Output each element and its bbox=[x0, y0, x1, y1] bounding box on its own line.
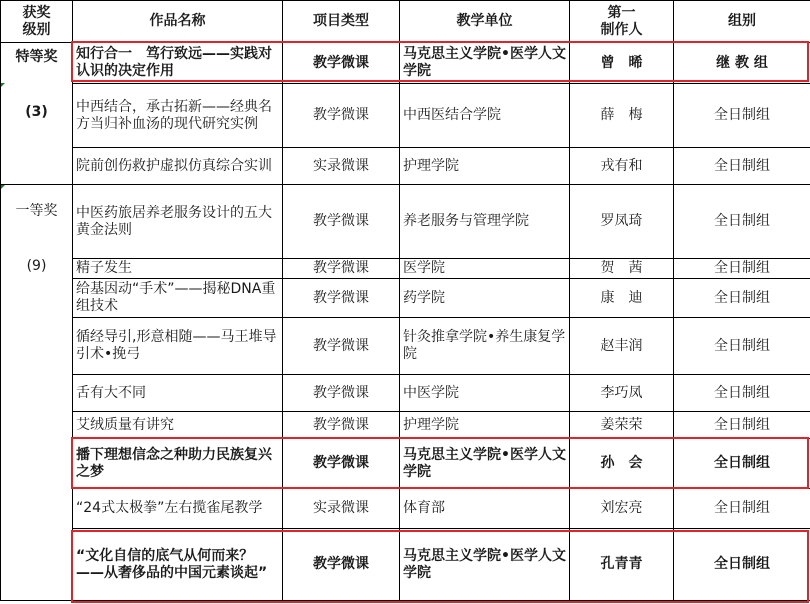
project-type: 实录微课 bbox=[283, 489, 400, 529]
work-title: 给基因动“手术”——揭秘DNA重组技术 bbox=[73, 279, 283, 318]
first-author: 薛 梅 bbox=[570, 84, 674, 148]
group-name: 全日制组 bbox=[674, 148, 810, 185]
group-name: 全日制组 bbox=[674, 279, 810, 318]
table-row bbox=[1, 412, 810, 439]
project-type: 教学微课 bbox=[283, 279, 400, 318]
project-type: 教学微课 bbox=[283, 375, 400, 412]
work-title: 院前创伤救护虚拟仿真综合实训 bbox=[73, 148, 283, 185]
group-name: 全日制组 bbox=[674, 489, 810, 529]
work-title: 循经导引,形意相随——马王堆导引术•挽弓 bbox=[73, 318, 283, 375]
award-level-cell bbox=[1, 185, 73, 601]
work-title: 艾绒质量有讲究 bbox=[73, 412, 283, 439]
unit-name: 中医学院 bbox=[400, 375, 570, 412]
unit-name: 体育部 bbox=[400, 489, 570, 529]
unit-name: 养老服务与管理学院 bbox=[400, 185, 570, 259]
first-author: 孔青青 bbox=[570, 529, 674, 601]
group-name: 全日制组 bbox=[674, 84, 810, 148]
table-row bbox=[1, 185, 810, 259]
unit-name: 马克思主义学院•医学人文学院 bbox=[400, 439, 570, 489]
project-type: 教学微课 bbox=[283, 439, 400, 489]
project-type: 教学微课 bbox=[283, 529, 400, 601]
project-type: 教学微课 bbox=[283, 412, 400, 439]
header-work-name: 作品名称 bbox=[73, 1, 283, 43]
unit-name: 马克思主义学院•医学人文学院 bbox=[400, 43, 570, 84]
header-first-author: 第一 制作人 bbox=[570, 1, 674, 43]
unit-name: 药学院 bbox=[400, 279, 570, 318]
award-name: 特等奖 bbox=[15, 49, 58, 65]
first-author: 罗凤琦 bbox=[570, 185, 674, 259]
header-project-type: 项目类型 bbox=[283, 1, 400, 43]
award-level-cell bbox=[1, 43, 73, 185]
project-type: 教学微课 bbox=[283, 259, 400, 279]
group-name: 全日制组 bbox=[674, 318, 810, 375]
unit-name: 马克思主义学院•医学人文学院 bbox=[400, 529, 570, 601]
header-group: 组别 bbox=[674, 1, 810, 43]
first-author: 刘宏亮 bbox=[570, 489, 674, 529]
group-name: 全日制组 bbox=[674, 185, 810, 259]
work-title: 精子发生 bbox=[73, 259, 283, 279]
unit-name: 中西医结合学院 bbox=[400, 84, 570, 148]
table-row bbox=[1, 259, 810, 279]
table-row bbox=[1, 43, 810, 84]
first-author: 戎有和 bbox=[570, 148, 674, 185]
work-title: 舌有大不同 bbox=[73, 375, 283, 412]
header-row bbox=[1, 1, 810, 43]
first-author: 康 迪 bbox=[570, 279, 674, 318]
work-title: 中西结合，承古拓新——经典名方当归补血汤的现代研究实例 bbox=[73, 84, 283, 148]
group-name: 继 教 组 bbox=[674, 43, 810, 84]
award-count: (9) bbox=[26, 258, 47, 274]
group-name: 全日制组 bbox=[674, 375, 810, 412]
group-name: 全日制组 bbox=[674, 439, 810, 489]
group-name: 全日制组 bbox=[674, 412, 810, 439]
group-name: 全日制组 bbox=[674, 529, 810, 601]
work-title: “文化自信的底气从何而来？——从奢侈品的中国元素谈起” bbox=[73, 529, 283, 601]
work-title: 播下理想信念之种助力民族复兴之梦 bbox=[73, 439, 283, 489]
first-author: 姜荣荣 bbox=[570, 412, 674, 439]
header-unit: 教学单位 bbox=[400, 1, 570, 43]
header-award-level: 获奖 级别 bbox=[1, 1, 73, 43]
table-row bbox=[1, 375, 810, 412]
table-row bbox=[1, 529, 810, 601]
project-type: 实录微课 bbox=[283, 148, 400, 185]
unit-name: 护理学院 bbox=[400, 412, 570, 439]
unit-name: 针灸推拿学院•养生康复学院 bbox=[400, 318, 570, 375]
work-title: 知行合一 笃行致远——实践对认识的决定作用 bbox=[73, 43, 283, 84]
work-title: “24式太极拳”左右揽雀尾教学 bbox=[73, 489, 283, 529]
project-type: 教学微课 bbox=[283, 84, 400, 148]
unit-name: 医学院 bbox=[400, 259, 570, 279]
cell-comment-marker bbox=[1, 185, 5, 189]
award-count: (3) bbox=[25, 104, 48, 120]
first-author: 孙 会 bbox=[570, 439, 674, 489]
first-author: 李巧凤 bbox=[570, 375, 674, 412]
table-row bbox=[1, 84, 810, 148]
table-row bbox=[1, 148, 810, 185]
first-author: 曾 晞 bbox=[570, 43, 674, 84]
work-title: 中医药旅居养老服务设计的五大黄金法则 bbox=[73, 185, 283, 259]
table-row bbox=[1, 318, 810, 375]
cell-comment-marker bbox=[1, 83, 5, 87]
project-type: 教学微课 bbox=[283, 185, 400, 259]
table-row bbox=[1, 439, 810, 489]
project-type: 教学微课 bbox=[283, 43, 400, 84]
group-name: 全日制组 bbox=[674, 259, 810, 279]
project-type: 教学微课 bbox=[283, 318, 400, 375]
first-author: 赵丰润 bbox=[570, 318, 674, 375]
table-row bbox=[1, 489, 810, 529]
award-name: 一等奖 bbox=[15, 203, 58, 219]
table-row bbox=[1, 279, 810, 318]
unit-name: 护理学院 bbox=[400, 148, 570, 185]
first-author: 贺 茜 bbox=[570, 259, 674, 279]
